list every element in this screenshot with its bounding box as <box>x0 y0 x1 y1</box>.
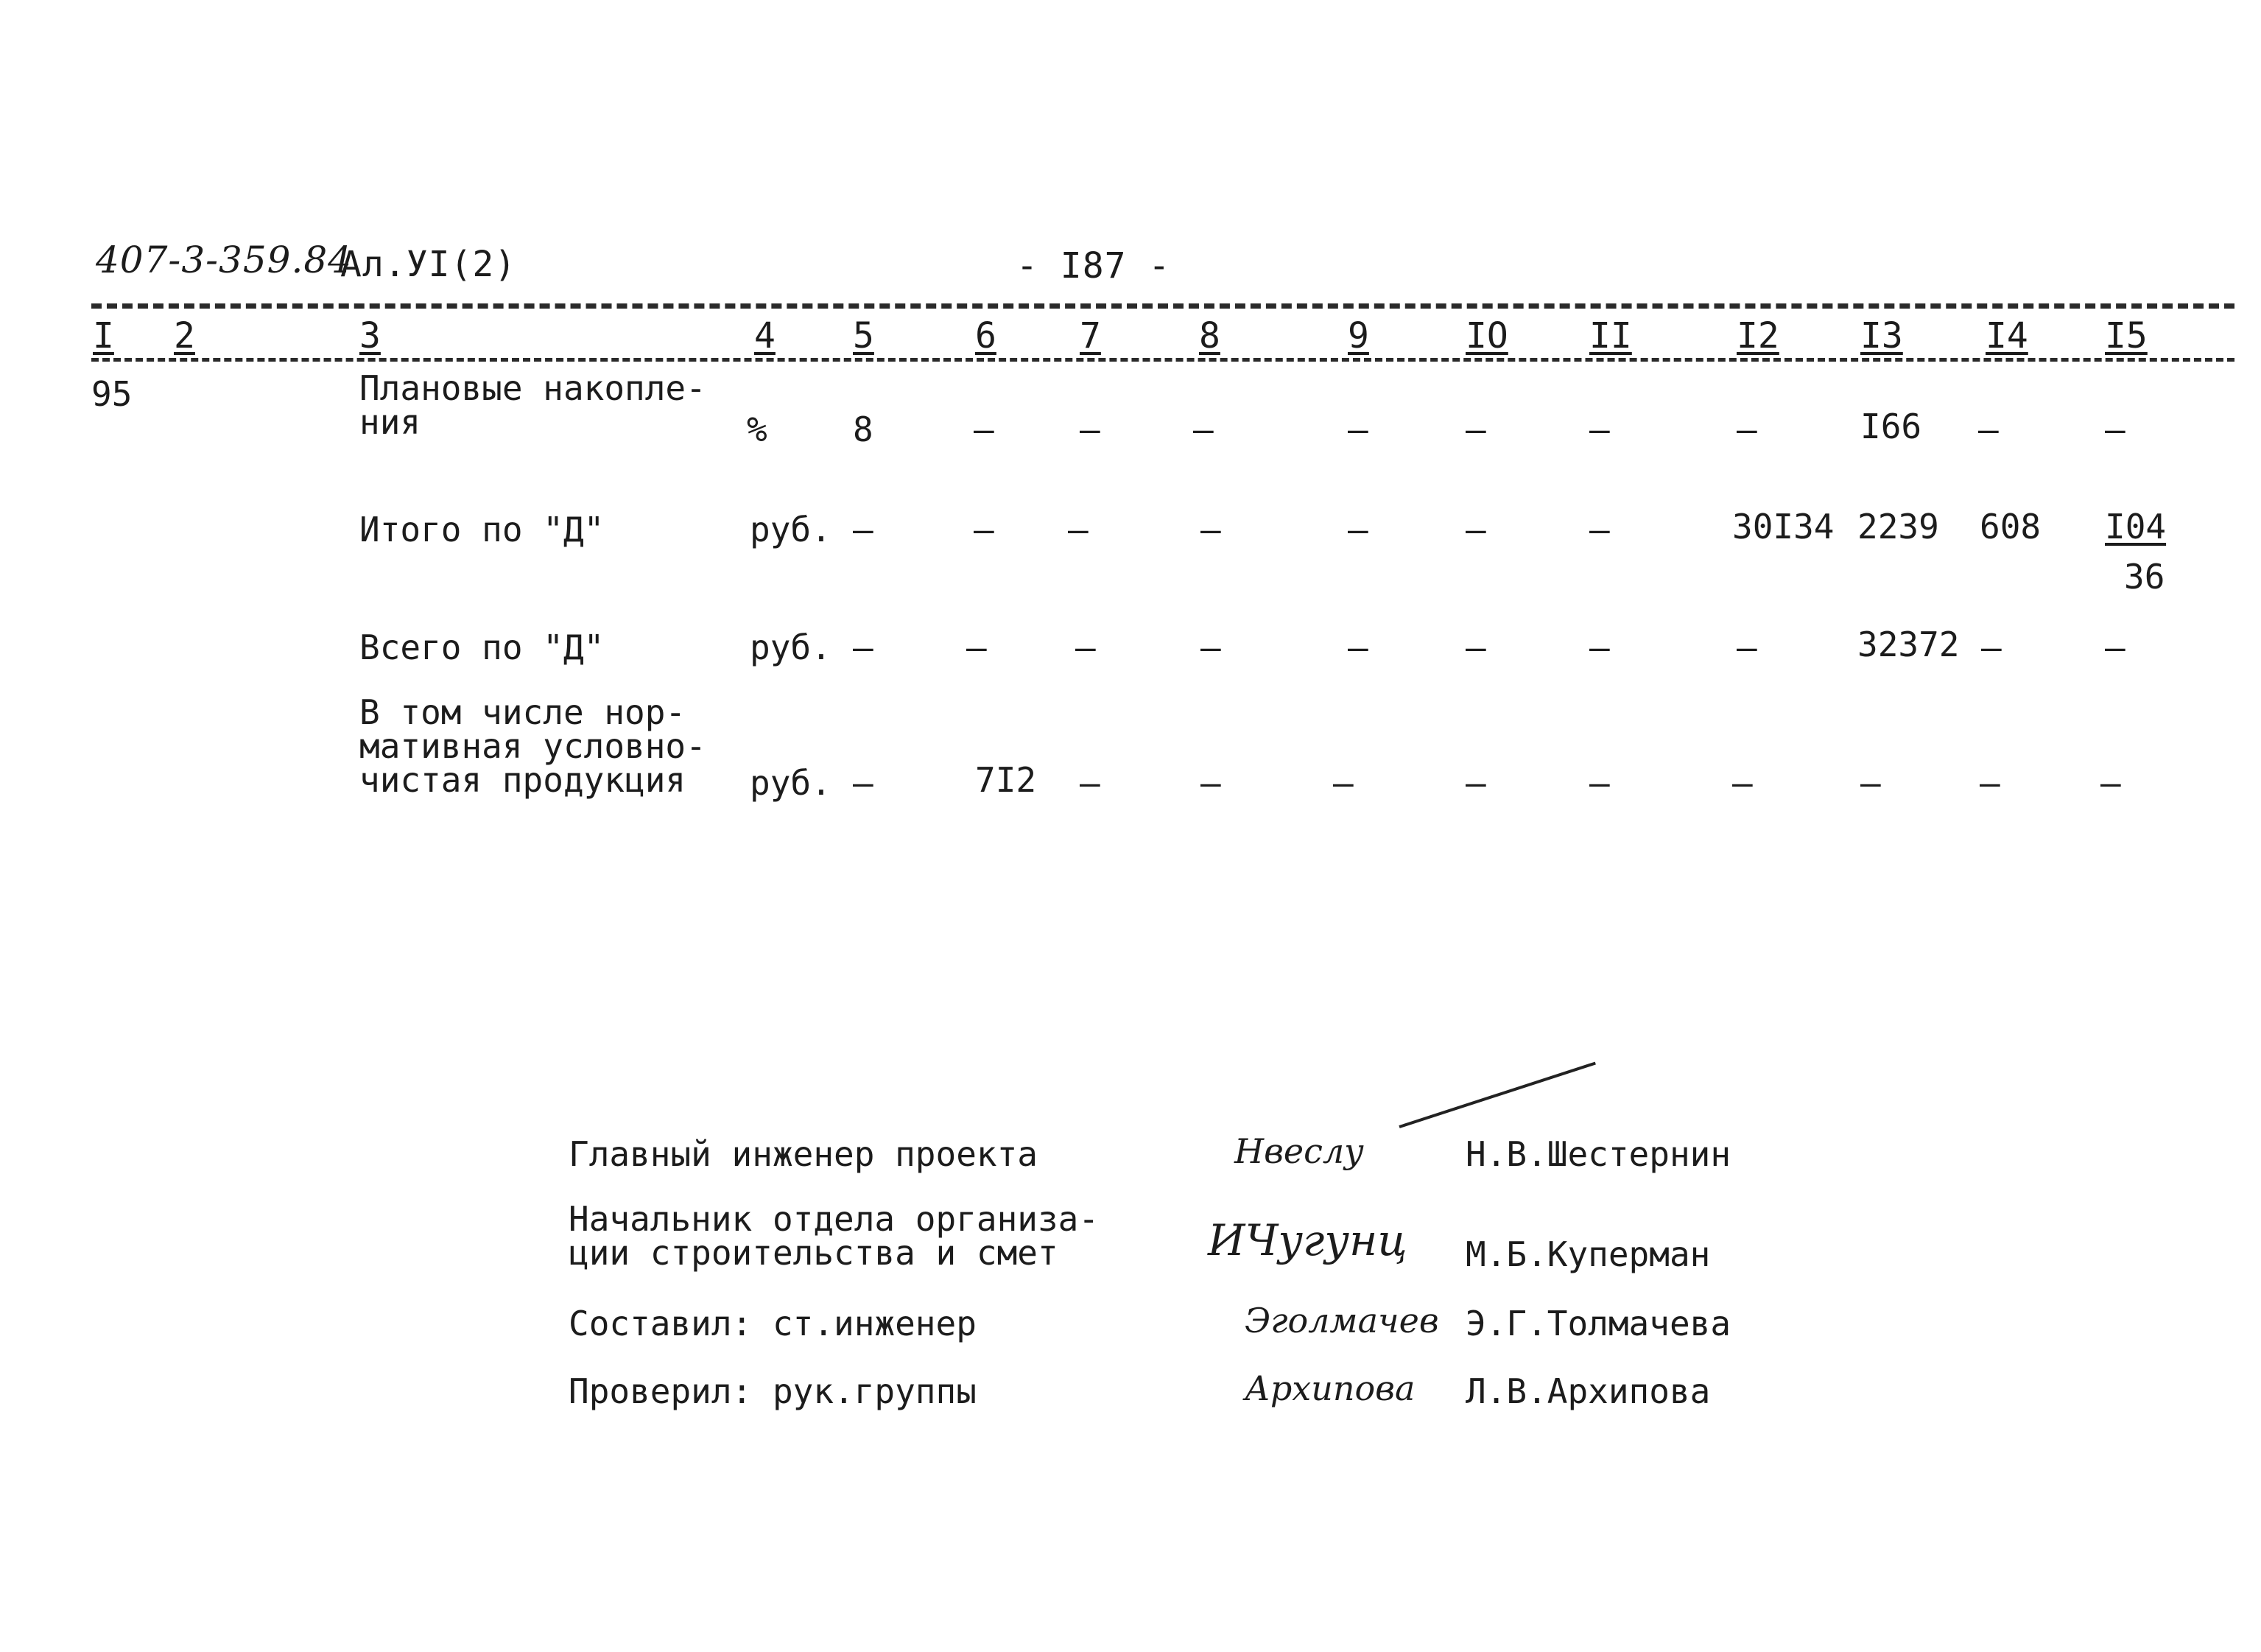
row-name: Всего по "Д" <box>359 628 605 667</box>
table-cell: – <box>853 510 873 549</box>
signature: ИЧугунц <box>1208 1215 1407 1265</box>
column-header: 9 <box>1348 315 1369 356</box>
column-header: IO <box>1466 315 1508 356</box>
table-cell: – <box>1737 410 1757 449</box>
column-header: I5 <box>2105 315 2148 356</box>
table-cell: I66 <box>1860 407 1922 446</box>
signature-role: Начальник отдела организа- ции строительства и смет <box>569 1199 1100 1273</box>
table-cell: – <box>1980 763 2000 803</box>
table-cell: – <box>1080 410 1100 449</box>
column-header: 7 <box>1080 315 1101 356</box>
table-cell: – <box>1589 510 1610 549</box>
table-cell: 32372 <box>1857 625 1960 664</box>
table-cell: – <box>2105 628 2125 667</box>
table-cell: 30I34 <box>1732 507 1835 546</box>
signatory-name: Э.Г.Толмачева <box>1466 1304 1731 1343</box>
table-cell-extra: 36 <box>2124 557 2165 597</box>
header-divider <box>91 303 2234 309</box>
column-header: I2 <box>1737 315 1779 356</box>
column-header: 4 <box>754 315 776 356</box>
column-header: 5 <box>853 315 874 356</box>
table-cell: – <box>1348 510 1368 549</box>
table-cell: – <box>1466 410 1486 449</box>
table-cell: – <box>1466 510 1486 549</box>
table-cell: – <box>1737 628 1757 667</box>
table-cell: – <box>1200 510 1221 549</box>
table-cell: – <box>1333 763 1354 803</box>
table-cell: 2239 <box>1857 507 1939 546</box>
column-header: 3 <box>359 315 381 356</box>
signature-role: Главный инженер проекта <box>569 1134 1038 1174</box>
signature-role: Проверил: рук.группы <box>569 1371 977 1411</box>
signature: Эголмачев <box>1245 1301 1439 1340</box>
row-unit: руб. <box>750 763 831 803</box>
table-cell: – <box>2105 410 2125 449</box>
table-cell: – <box>1348 410 1368 449</box>
row-name: Итого по "Д" <box>359 510 605 549</box>
table-cell: – <box>1200 763 1221 803</box>
table-cell: 608 <box>1980 507 2042 546</box>
signature-stroke <box>1399 1062 1596 1128</box>
column-header: I3 <box>1860 315 1903 356</box>
signatory-name: Н.В.Шестернин <box>1466 1134 1731 1174</box>
table-cell: – <box>1589 410 1610 449</box>
signature: Архипова <box>1245 1368 1416 1408</box>
table-cell: – <box>1466 763 1486 803</box>
table-cell: – <box>1978 410 1999 449</box>
table-cell: – <box>1193 410 1214 449</box>
table-cell: – <box>1068 510 1089 549</box>
table-cell: – <box>1589 628 1610 667</box>
table-cell: – <box>1466 628 1486 667</box>
table-cell: 7I2 <box>975 760 1037 800</box>
row-name: В том числе нор- мативная условно- чистая продукция <box>359 692 706 800</box>
album-label: Ал.УI(2) <box>340 244 517 285</box>
column-header: 6 <box>975 315 996 356</box>
column-header: 2 <box>174 315 195 356</box>
table-cell: – <box>853 628 873 667</box>
row-name: Плановые накопле- ния <box>359 368 706 442</box>
table-cell: – <box>1075 628 1096 667</box>
table-cell: – <box>853 763 873 803</box>
row-number: 95 <box>91 374 133 414</box>
table-cell: – <box>1981 628 2002 667</box>
column-header-divider <box>91 358 2234 362</box>
table-cell: – <box>1080 763 1100 803</box>
signatory-name: Л.В.Архипова <box>1466 1371 1711 1411</box>
signature-role: Составил: ст.инженер <box>569 1304 977 1343</box>
signature: Нвеслу <box>1234 1131 1364 1171</box>
row-unit: руб. <box>750 510 831 549</box>
row-unit: руб. <box>750 628 831 667</box>
column-header: I <box>93 315 114 356</box>
table-cell: – <box>966 628 987 667</box>
table-cell: I04 <box>2105 507 2167 546</box>
table-cell: – <box>1589 763 1610 803</box>
row-unit: % <box>747 410 767 449</box>
table-cell: – <box>1200 628 1221 667</box>
signatory-name: М.Б.Куперман <box>1466 1234 1711 1274</box>
column-header: II <box>1589 315 1632 356</box>
table-cell: – <box>974 510 994 549</box>
table-cell: – <box>1348 628 1368 667</box>
page-number: - I87 - <box>1016 245 1171 287</box>
table-cell: – <box>2100 763 2121 803</box>
table-cell: 8 <box>853 410 873 449</box>
table-cell: – <box>1860 763 1881 803</box>
document-code: 407-3-359.84 <box>96 239 352 281</box>
table-cell: – <box>1732 763 1753 803</box>
table-cell: – <box>974 410 994 449</box>
column-header: I4 <box>1986 315 2028 356</box>
column-header: 8 <box>1199 315 1220 356</box>
